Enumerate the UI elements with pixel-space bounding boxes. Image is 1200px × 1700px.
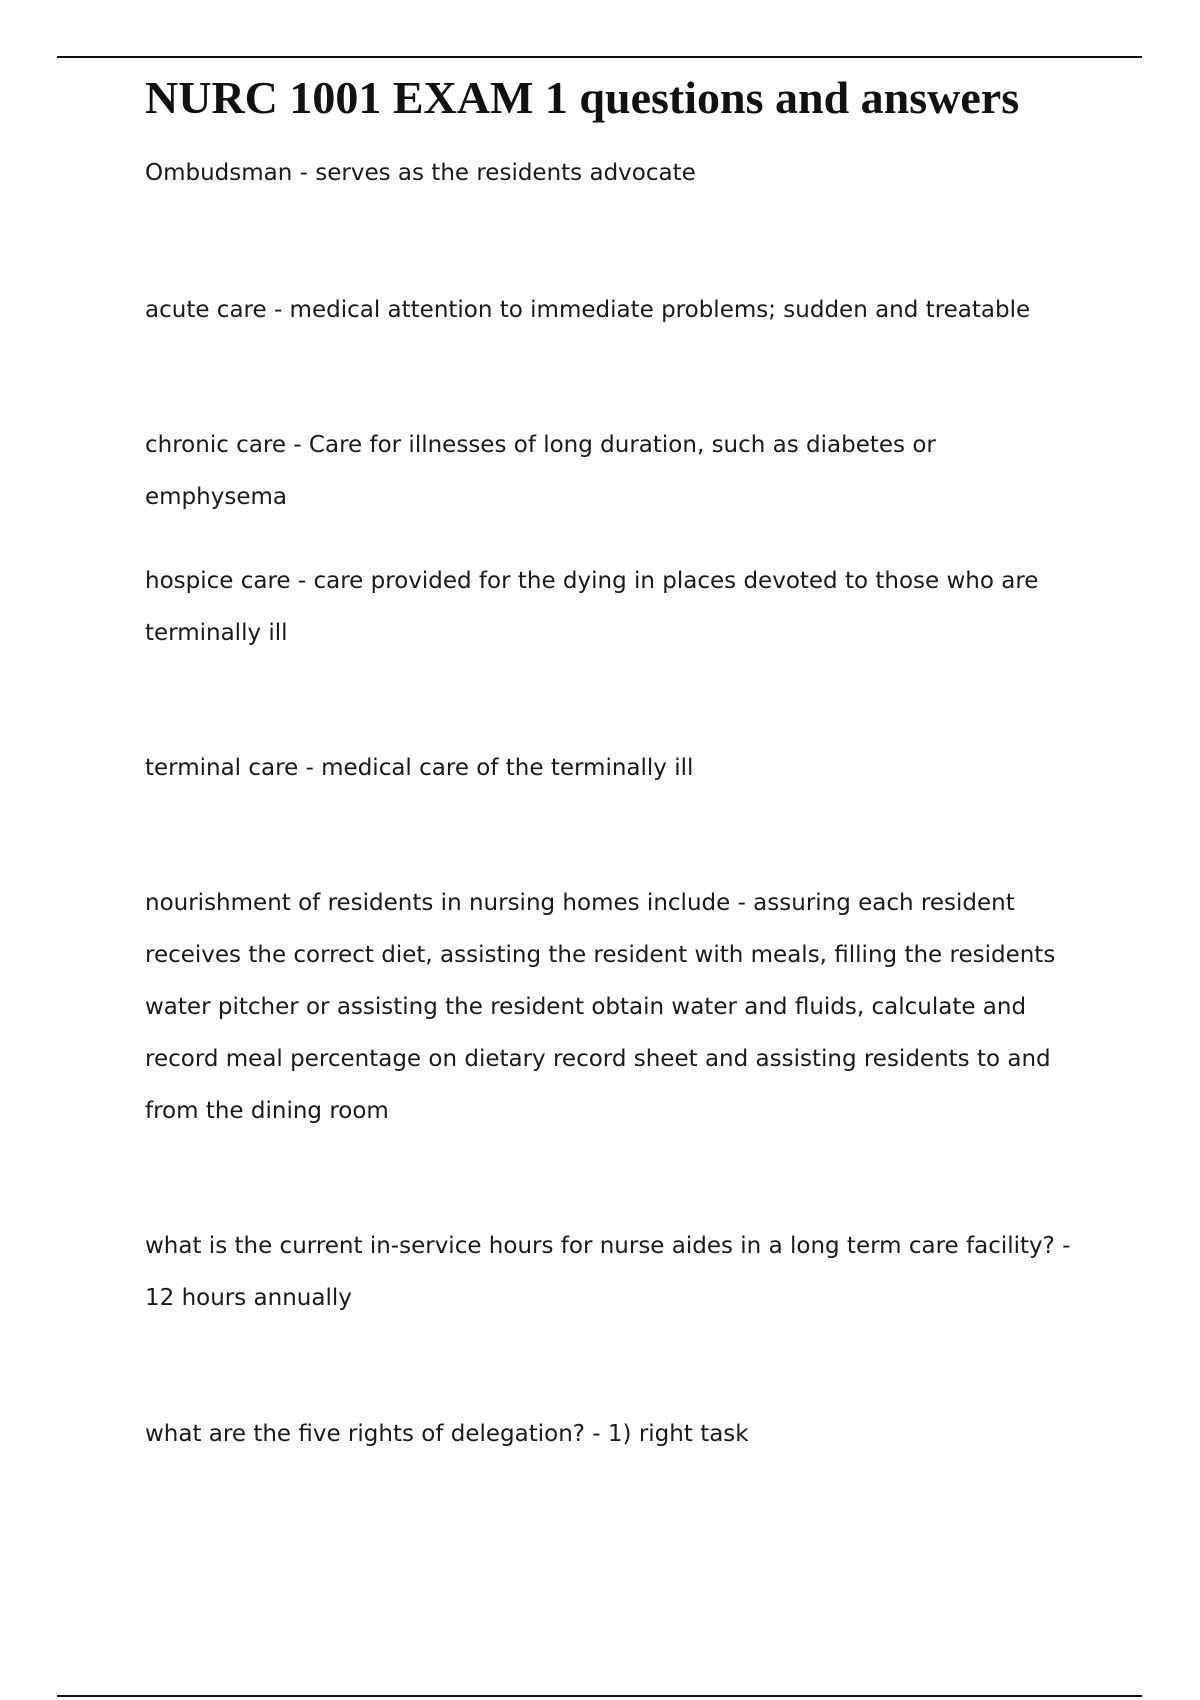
entry-line: water pitcher or assisting the resident obtain water and fluids, calculate and	[145, 994, 1027, 1020]
entry-line: from the dining room	[145, 1098, 389, 1124]
entry-line: acute care - medical attention to immediate problems; sudden and treatable	[145, 297, 1031, 323]
qa-entry-nourishment	[145, 877, 1075, 1137]
qa-entry-in-service-hours	[145, 1220, 1075, 1324]
entry-line: nourishment of residents in nursing homes include - assuring each resident	[145, 890, 1015, 916]
qa-entry-acute-care	[145, 284, 1075, 336]
entry-line: Ombudsman - serves as the residents advocate	[145, 160, 696, 186]
footer-rule	[57, 1695, 1142, 1697]
qa-entry-terminal-care	[145, 742, 1075, 794]
qa-entry-hospice-care	[145, 555, 1075, 659]
entry-line: what is the current in-service hours for nurse aides in a long term care facility? -	[145, 1233, 1071, 1259]
qa-entry-chronic-care	[145, 419, 1075, 523]
entry-line: terminal care - medical care of the terminally ill	[145, 755, 694, 781]
page-title: NURC 1001 EXAM 1 questions and answers	[145, 72, 1020, 123]
entry-line: receives the correct diet, assisting the resident with meals, filling the residents	[145, 942, 1056, 968]
header-rule	[57, 56, 1142, 58]
entry-line: record meal percentage on dietary record sheet and assisting residents to and	[145, 1046, 1051, 1072]
entry-line: chronic care - Care for illnesses of long duration, such as diabetes or emphysema	[145, 432, 936, 510]
qa-entry-five-rights	[145, 1408, 1075, 1460]
entry-line: 12 hours annually	[145, 1285, 352, 1311]
entry-line: what are the five rights of delegation? - 1) right task	[145, 1421, 749, 1447]
qa-entry-ombudsman	[145, 147, 1075, 199]
entry-line: hospice care - care provided for the dying in places devoted to those who are	[145, 568, 1039, 594]
entry-line: terminally ill	[145, 620, 288, 646]
